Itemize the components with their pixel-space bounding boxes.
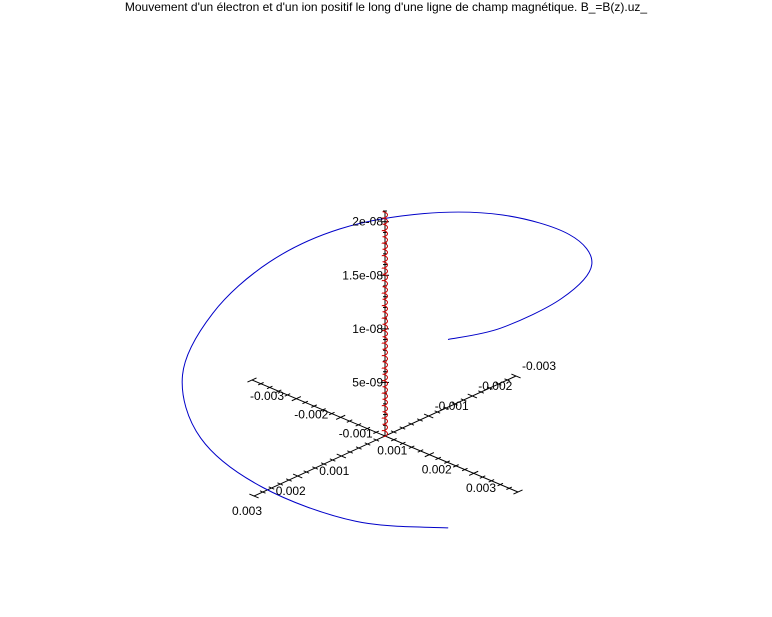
x-tick-label: 0.001 xyxy=(319,464,350,478)
x-tick-label: 0.002 xyxy=(275,484,306,498)
z-tick-label: 5e-09 xyxy=(352,375,383,390)
x-tick-label: -0.002 xyxy=(478,379,513,393)
x-tick-label: -0.001 xyxy=(434,399,469,413)
x-tick-label: 0.003 xyxy=(232,504,263,518)
z-tick-label: 1e-08 xyxy=(352,321,383,336)
chart-title: Mouvement d'un électron et d'un ion positif le long d'une ligne de champ magnétique. B_=B(z).uz_ xyxy=(124,0,648,14)
y-tick-label: 0.001 xyxy=(377,443,408,458)
z-tick-label: 1.5e-08 xyxy=(342,268,383,283)
x-tick-label: -0.003 xyxy=(522,359,557,373)
y-tick-label: 0.002 xyxy=(421,462,452,477)
tick-labels-group xyxy=(232,215,556,518)
y-tick-label: -0.001 xyxy=(338,426,373,441)
z-tick-label: 2e-08 xyxy=(352,214,383,229)
y-tick-label: -0.003 xyxy=(250,389,285,403)
y-tick-label: -0.002 xyxy=(294,407,329,422)
y-tick-label: 0.003 xyxy=(466,481,497,495)
